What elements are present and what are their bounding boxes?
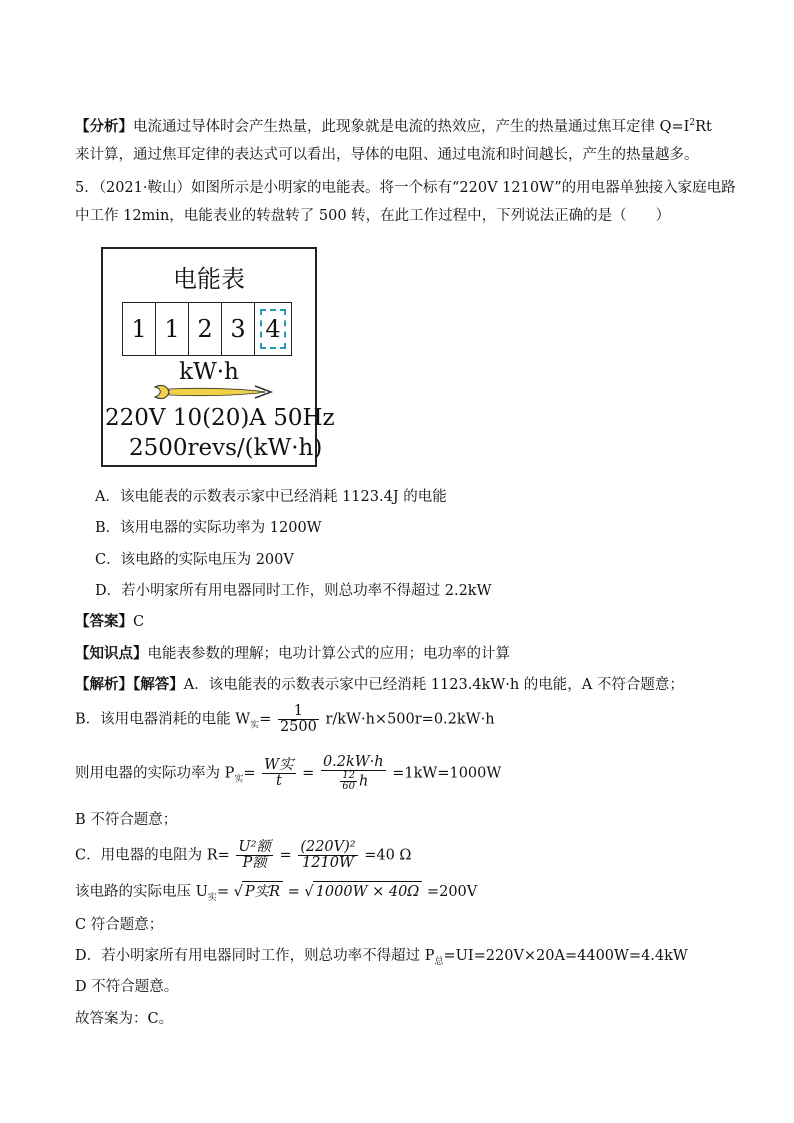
power-label: 则用电器的实际功率为 P <box>75 765 235 782</box>
answer-line <box>75 612 144 632</box>
solution-line-power <box>75 755 501 792</box>
solution-line-voltage: 该电路的实际电压 $U_实=$ √ P实R = √ 1000W × 40Ω =200V <box>75 881 477 908</box>
meter-digits <box>122 302 292 356</box>
power-fraction-2 <box>321 755 386 792</box>
electric-meter-figure <box>101 247 335 467</box>
solution-line-a <box>75 675 684 695</box>
energy-eq: = <box>259 711 272 728</box>
resistance-fraction-2-den: 1210W <box>302 855 354 871</box>
meter-unit: kW·h <box>179 359 239 385</box>
knowledge-line <box>75 644 510 664</box>
meter-spec-rating: 220V 10(20)A 50Hz <box>105 405 335 431</box>
meter-digit-5-value: 4 <box>260 309 286 349</box>
meter-digit-2: 1 <box>156 303 189 355</box>
power-eq-2: = <box>302 765 315 782</box>
resistance-fraction-2 <box>298 840 357 871</box>
option-d: D．若小明家所有用电器同时工作，则总功率不得超过 2.2kW <box>95 583 492 599</box>
total-power-label: D．若小明家所有用电器同时工作，则总功率不得超过 P <box>75 948 435 964</box>
option-c: C．该电路的实际电压为 200V <box>95 552 294 568</box>
voltage-label: 该电路的实际电压 U <box>75 884 208 900</box>
voltage-sqrt-1: P实R <box>242 881 283 902</box>
solution-d-not: D 不符合题意。 <box>75 979 179 995</box>
resistance-result: =40 Ω <box>364 847 412 864</box>
solution-tag: 【解析】【解答】 <box>75 676 184 693</box>
energy-sub: 实 <box>250 720 260 731</box>
meter-digit-5 <box>255 303 291 355</box>
option-b: B．该用电器的实际功率为 1200W <box>95 520 322 536</box>
time-fraction <box>340 771 357 792</box>
time-fraction-den: 60 <box>342 781 355 792</box>
meter-digit-1: 1 <box>123 303 156 355</box>
answer-value: C <box>133 614 145 630</box>
analysis-text-1: 电流通过导体时会产生热量，此现象就是电流的热效应，产生的热量通过焦耳定律 Q=I <box>133 118 690 135</box>
solution-final: 故答案为：C。 <box>75 1011 174 1027</box>
meter-digit-4: 3 <box>222 303 255 355</box>
analysis-tag: 【分析】 <box>75 117 133 135</box>
question-line-1: 5．（2021·鞍山）如图所示是小明家的电能表。将一个标有“220V 1210W”的用电器单独接入家庭电路 <box>75 180 736 196</box>
meter-digit-3: 2 <box>189 303 222 355</box>
voltage-eq: = <box>216 884 230 900</box>
option-a: A．该电能表的示数表示家中已经消耗 1123.4J 的电能 <box>95 489 447 505</box>
solution-a: A．该电能表的示数表示家中已经消耗 1123.4kW·h 的电能，A 不符合题意； <box>183 677 684 693</box>
power-eq: = <box>243 765 256 782</box>
time-unit: h <box>358 773 369 790</box>
resistance-fraction-1-num: U²额 <box>238 839 271 855</box>
voltage-result: =200V <box>426 884 478 900</box>
time-fraction-num: 12 <box>342 770 355 781</box>
analysis-line-2: 来计算，通过焦耳定律的表达式可以看出，导体的电阻、通过电流和时间越长，产生的热量越多。 <box>75 147 699 163</box>
voltage-eq-2: = <box>287 884 300 900</box>
knowledge-tag: 【知识点】 <box>75 645 148 662</box>
solution-line-b <box>75 704 495 735</box>
knowledge-value: 电能表参数的理解；电功计算公式的应用；电功率的计算 <box>147 646 510 662</box>
meter-spec-revs: 2500revs/(kW·h) <box>129 435 323 461</box>
solution-line-d <box>75 946 688 972</box>
voltage-sub: 实 <box>207 892 217 903</box>
rotation-arrow-icon <box>147 383 277 401</box>
energy-fraction-num: 1 <box>278 704 319 720</box>
meter-title: 电能表 <box>173 265 245 293</box>
energy-fraction <box>278 704 319 735</box>
total-power-sub: 总 <box>434 956 444 967</box>
analysis-text-1-tail: Rt <box>695 118 712 135</box>
resistance-fraction-1 <box>236 840 273 871</box>
resistance-label: C．用电器的电阻为 R= <box>75 847 230 864</box>
energy-label: B．该用电器消耗的电能 W <box>75 711 251 728</box>
energy-result: r/kW·h×500r=0.2kW·h <box>325 711 495 728</box>
resistance-fraction-1-den: P额 <box>242 855 267 871</box>
total-power-result: =UI=220V×20A=4400W=4.4kW <box>443 948 688 964</box>
answer-tag: 【答案】 <box>75 613 133 630</box>
power-result: =1kW=1000W <box>392 765 502 782</box>
resistance-eq: = <box>279 847 292 864</box>
resistance-fraction-2-num: (220V)² <box>300 839 356 855</box>
voltage-sqrt-2: 1000W × 40Ω <box>313 881 423 902</box>
power-fraction-1-den: t <box>275 773 282 789</box>
solution-line-resistance <box>75 840 411 871</box>
power-fraction-2-num: 0.2kW·h <box>322 754 384 770</box>
power-fraction-1-num: W实 <box>264 757 294 773</box>
analysis-line-1: 【分析】电流通过导体时会产生热量，此现象就是电流的热效应，产生的热量通过焦耳定律 $Q=I^2Rt$ <box>75 117 712 135</box>
question-line-2: 中工作 12min，电能表业的转盘转了 500 转，在此工作过程中，下列说法正确的是（ ） <box>75 208 671 224</box>
energy-fraction-den: 2500 <box>279 719 317 735</box>
power-fraction-1 <box>262 758 295 789</box>
solution-b-not: B 不符合题意； <box>75 812 178 828</box>
power-sub: 实 <box>234 774 244 785</box>
solution-c-yes: C 符合题意； <box>75 917 164 933</box>
